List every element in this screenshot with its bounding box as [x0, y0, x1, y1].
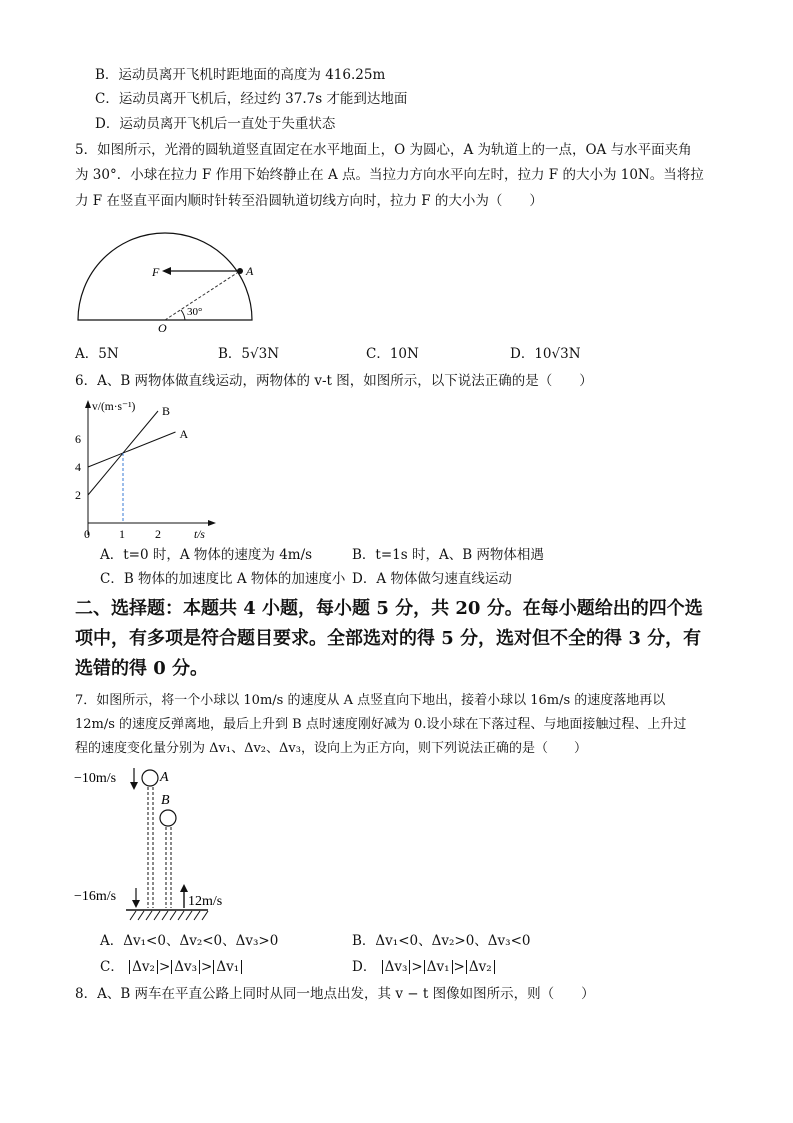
q5-option-a: A．5N — [75, 346, 119, 362]
q4-option-d: D．运动员离开飞机后一直处于失重状态 — [95, 116, 336, 132]
label-o: O — [158, 321, 167, 334]
q7-stem-line1: 7．如图所示，将一个小球以 10m/s 的速度从 A 点竖直向下地出，接着小球以 16m/s 的速度落地再以 — [75, 693, 666, 708]
label-a: A — [160, 770, 169, 785]
q6-option-b: B．t=1s 时，A、B 两物体相遇 — [352, 547, 544, 563]
q7-stem-line2: 12m/s 的速度反弹离地，最后上升到 B 点时速度刚好减为 0.设小球在下落过程、与地面接触过程、上升过 — [75, 717, 687, 732]
y-tick-6: 6 — [75, 432, 81, 446]
q7-option-c: C． Δv₂ > Δv₃ > Δv₁ — [100, 958, 243, 976]
q7-option-b: B．Δv₁<0、Δv₂>0、Δv₃<0 — [352, 933, 531, 949]
ball-a — [237, 268, 243, 274]
v-up-label: 12m/s — [188, 894, 223, 909]
q5-stem-line1: 5．如图所示，光滑的圆轨道竖直固定在水平地面上，O 为圆心，A 为轨道上的一点，OA 与水平面夹角 — [75, 142, 692, 158]
q7-option-a: A．Δv₁<0、Δv₂<0、Δv₃>0 — [100, 933, 279, 949]
label-angle: 30° — [187, 306, 203, 318]
x-axis-label: t/s — [194, 529, 205, 541]
radius-oa — [165, 271, 240, 320]
ball-a — [142, 770, 158, 786]
v-top-label: −10m/s — [74, 771, 117, 786]
q6-stem: 6．A、B 两物体做直线运动，两物体的 v-t 图，如图所示，以下说法正确的是（ ） — [75, 373, 593, 389]
q4-option-b: B．运动员离开飞机时距地面的高度为 416.25m — [95, 67, 386, 83]
section2-heading-line3: 选错的得 0 分。 — [75, 658, 209, 679]
series-b-label: B — [162, 404, 171, 418]
q7-option-d: D． Δv₃ > Δv₁ > Δv₂ — [352, 958, 496, 976]
angle-arc — [181, 310, 185, 320]
q5-option-c: C．10N — [366, 346, 419, 362]
q5-stem-line3: 力 F 在竖直平面内顺时针转至沿圆轨道切线方向时，拉力 F 的大小为（ ） — [75, 193, 543, 209]
q6-option-d: D．A 物体做匀速直线运动 — [352, 571, 512, 587]
q5-option-b: B．5√3N — [218, 346, 280, 362]
label-b: B — [161, 793, 170, 808]
x-tick-2: 2 — [155, 527, 161, 541]
y-tick-2: 2 — [75, 488, 81, 502]
x-tick-1: 1 — [119, 527, 125, 541]
down-arrowhead-land — [132, 900, 140, 908]
q8-stem: 8．A、B 两车在平直公路上同时从同一地点出发，其 v − t 图像如图所示，则（ ） — [75, 986, 595, 1002]
q5-option-d: D．10√3N — [510, 346, 581, 362]
q7-stem-line3: 程的速度变化量分别为 Δv₁、Δv₂、Δv₃，设向上为正方向，则下列说法正确的是（ ） — [75, 741, 587, 756]
series-a-label: A — [179, 427, 189, 441]
y-axis-arrow — [85, 400, 91, 408]
origin-label: 0 — [84, 527, 90, 541]
q5-figure — [70, 222, 270, 334]
semicircle-track — [78, 233, 252, 320]
force-arrowhead — [162, 267, 171, 275]
q6-option-c: C．B 物体的加速度比 A 物体的加速度小 — [100, 571, 346, 587]
q6-vt-chart — [70, 392, 220, 542]
up-arrowhead — [180, 884, 188, 892]
y-axis-label: v/(m·s⁻¹) — [92, 401, 136, 413]
q4-option-c: C．运动员离开飞机后，经过约 37.7s 才能到达地面 — [95, 91, 408, 107]
q6-option-a: A．t=0 时，A 物体的速度为 4m/s — [100, 547, 313, 563]
x-axis-arrow — [208, 520, 216, 526]
q5-stem-line2: 为 30°．小球在拉力 F 作用下始终静止在 A 点。当拉力方向水平向左时，拉力 F 的大小为 10N。当将拉 — [75, 167, 704, 183]
section2-heading-line1: 二、选择题：本题共 4 小题，每小题 5 分，共 20 分。在每小题给出的四个选 — [75, 598, 703, 619]
label-a: A — [246, 264, 254, 278]
line-a — [88, 432, 176, 467]
v-land-label: −16m/s — [74, 889, 117, 904]
down-arrowhead-top — [130, 782, 138, 790]
ground-hatch — [130, 911, 208, 920]
q7-figure — [70, 760, 260, 930]
label-f: F — [152, 265, 160, 279]
ball-b — [160, 810, 176, 826]
section2-heading-line2: 项中，有多项是符合题目要求。全部选对的得 5 分，选对但不全的得 3 分，有 — [75, 628, 702, 649]
y-tick-4: 4 — [75, 460, 81, 474]
